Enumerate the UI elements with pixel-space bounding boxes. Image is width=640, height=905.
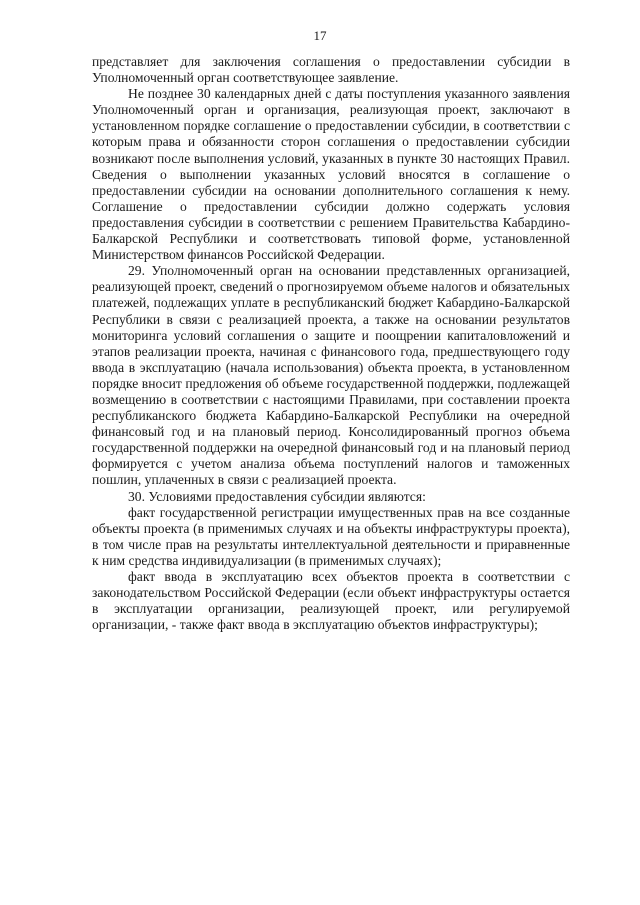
paragraph: представляет для заключения соглашения о предоставлении субсидии в Уполномоченный орган соответствующее заявление. [92,54,570,86]
paragraph: 29. Уполномоченный орган на основании представленных организацией, реализующей проект, сведений о прогнозируемом объеме налогов и обязательных платежей, подлежащих уплате в республиканский бюджет Кабардино-Балкарской Республики в связи с реализацией проекта, а также на основании результатов мониторинга условий соглашения о защите и поощрении капиталовложений и этапов реализации проекта, начиная с финансового года, предшествующего году ввода в эксплуатацию (начала использования) объекта проекта, в установленном порядке вносит предложения об объеме государственной поддержки, подлежащей возмещению в соответствии с настоящими Правилами, при составлении проекта республиканского бюджета Кабардино-Балкарской Республики на очередной финансовый год и на плановый период. Консолидированный прогноз объема государственной поддержки на очередной финансовый год и на плановый период формируется с учетом анализа объема поступлений налогов и таможенных пошлин, уплаченных в связи с реализацией проекта. [92,263,570,488]
paragraph: 30. Условиями предоставления субсидии являются: [128,488,426,504]
page-number: 17 [313,28,327,43]
paragraph: факт государственной регистрации имущественных прав на все созданные объекты проекта (в применимых случаях и на объекты инфраструктуры проекта), в том числе прав на результаты интеллектуальной деятельности и приравненные к ним средства индивидуализации (в применимых случаях); [92,504,570,568]
paragraph: Не позднее 30 календарных дней с даты поступления указанного заявления Уполномоченный орган и организация, реализующая проект, заключают в установленном порядке соглашение о предоставлении субсидии, в соответствии с которым права и обязанности сторон соглашения о предоставлении субсидии возникают после выполнения условий, указанных в пункте 30 настоящих Правил. Сведения о выполнении указанных условий вносятся в соглашение о предоставлении субсидии на основании дополнительного соглашения к нему. Соглашение о предоставлении субсидии должно содержать условия предоставления субсидии в соответствии с решением Правительства Кабардино-Балкарской Республики и соответствовать типовой форме, установленной Министерством финансов Российской Федерации. [92,86,570,263]
body-text [92,54,570,633]
paragraph: факт ввода в эксплуатацию всех объектов проекта в соответствии с законодательством Российской Федерации (если объект инфраструктуры остается в эксплуатации организации, реализующей проект, или регулируемой организации, - также факт ввода в эксплуатацию объектов инфраструктуры); [92,569,570,633]
